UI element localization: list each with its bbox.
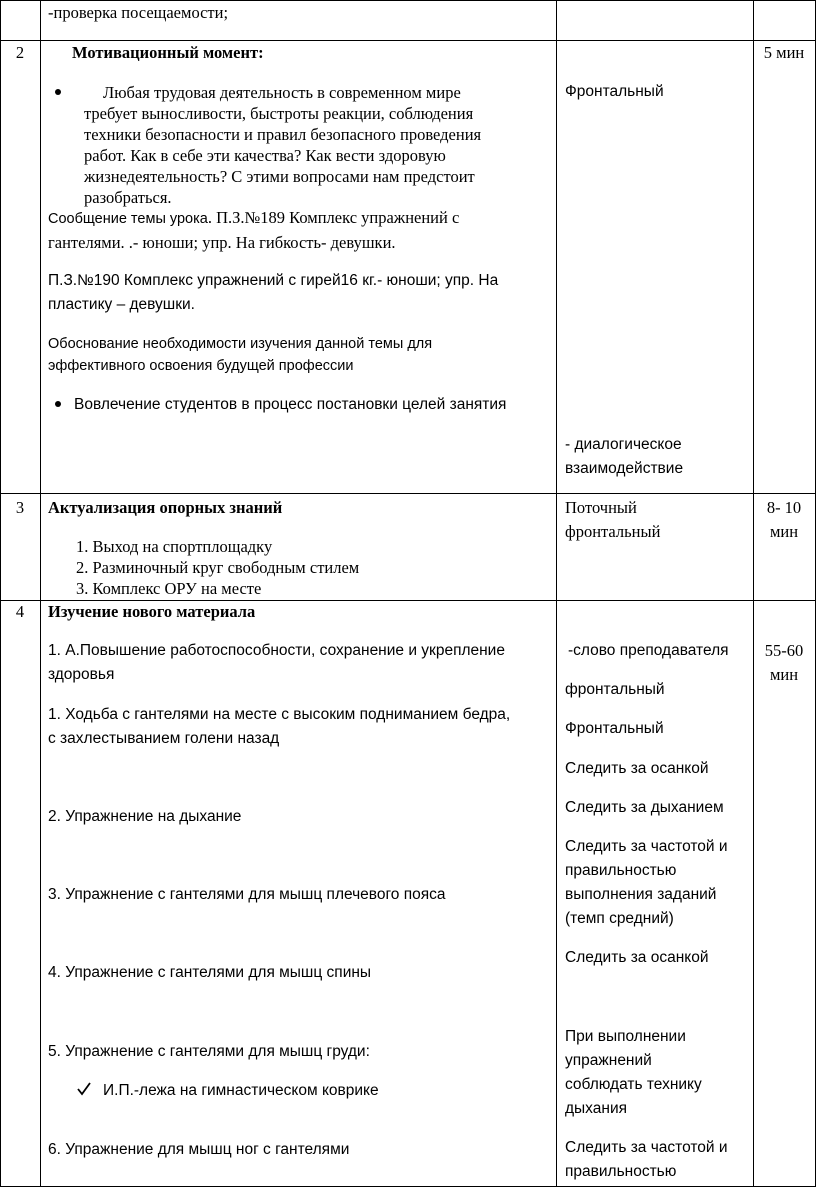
pz190-line-2: пластику – девушки. — [48, 296, 195, 313]
time-min: мин — [769, 522, 799, 541]
note-technique-line: При выполнении — [565, 1028, 686, 1045]
motivation-text-line: работ. Как в себе эти качества? Как вести здоровую — [84, 146, 446, 165]
motivation-text-line: жизнедеятельность? С этими вопросами нам предстоит — [84, 167, 475, 186]
actualization-item: 1. Выход на спортплощадку — [76, 537, 273, 556]
student-involvement-text: Вовлечение студентов в процесс постановки целей занятия — [74, 396, 507, 413]
note-breathing: Следить за дыханием — [565, 799, 724, 816]
time-8-10: 8- 10 — [766, 498, 802, 517]
exercise-1-line-2: с захлестыванием голени назад — [48, 730, 280, 747]
lesson-theme-line — [48, 208, 459, 229]
form-frontal: Фронтальный — [565, 83, 664, 100]
form-stream-line-2: фронтальный — [565, 522, 661, 541]
row-number-4: 4 — [15, 602, 25, 621]
note-frequency-line: выполнения заданий — [565, 886, 717, 903]
note-frontal: фронтальный — [565, 681, 665, 698]
exercise-5-sub: И.П.-лежа на гимнастическом коврике — [103, 1082, 379, 1099]
note-frequency-2-line: Следить за частотой и — [565, 1139, 728, 1156]
bullet-dot-icon — [55, 401, 61, 407]
bullet-dot-icon — [55, 89, 61, 95]
motivation-text-line: разобраться. — [84, 188, 172, 207]
note-technique-line: дыхания — [565, 1100, 627, 1117]
motivation-text-line: требует выносливости, быстроты реакции, соблюдения — [84, 104, 474, 123]
form-stream: Поточный — [565, 498, 637, 517]
section-a-line: 1. А.Повышение работоспособности, сохранение и укрепление — [48, 642, 505, 659]
form-dialog-line-2: взаимодействие — [565, 460, 684, 477]
motivation-text-line: Любая трудовая деятельность в современном мире — [103, 83, 461, 102]
time-min-2: мин — [769, 665, 799, 684]
note-teacher-word: -слово преподавателя — [568, 642, 729, 659]
lesson-theme-text: . П.З.№189 Комплекс упражнений с — [207, 208, 460, 227]
note-frequency-line: Следить за частотой и — [565, 838, 728, 855]
note-frequency-line: (темп средний) — [565, 910, 674, 927]
actualization-item: 2. Разминочный круг свободным стилем — [76, 558, 360, 577]
justification-line: Обоснование необходимости изучения данной темы для — [48, 336, 433, 352]
row-number-3: 3 — [15, 498, 25, 517]
actualization-title: Актуализация опорных знаний — [48, 498, 283, 517]
justification-line-2: эффективного освоения будущей профессии — [48, 358, 354, 374]
exercise-3: 3. Упражнение с гантелями для мышц плечевого пояса — [48, 886, 446, 903]
exercise-1-line: 1. Ходьба с гантелями на месте с высоким подниманием бедра, — [48, 706, 511, 723]
note-frequency-line: правильностью — [565, 862, 677, 879]
note-frontal-2: Фронтальный — [565, 720, 664, 737]
checkmark-icon — [76, 1081, 92, 1097]
exercise-6: 6. Упражнение для мышц ног с гантелями — [48, 1141, 350, 1158]
attendance-check-text: -проверка посещаемости; — [48, 3, 229, 22]
row-number-2: 2 — [15, 43, 25, 62]
motivation-title: Мотивационный момент: — [72, 43, 264, 62]
new-material-title: Изучение нового материала — [48, 602, 256, 621]
note-technique-line: упражнений — [565, 1052, 652, 1069]
form-dialog-line: - диалогическое — [565, 436, 682, 453]
lesson-theme-line-2: гантелями. .- юноши; упр. На гибкость- девушки. — [48, 233, 396, 252]
note-frequency-2-line: правильностью — [565, 1163, 677, 1180]
note-posture: Следить за осанкой — [565, 760, 709, 777]
lesson-theme-label: Сообщение темы урока — [48, 211, 208, 227]
exercise-2: 2. Упражнение на дыхание — [48, 808, 242, 825]
time-55-60: 55-60 — [764, 641, 804, 660]
section-a-line-2: здоровья — [48, 666, 115, 683]
pz190-line: П.З.№190 Комплекс упражнений с гирей16 кг.- юноши; упр. На — [48, 272, 499, 289]
note-posture-2: Следить за осанкой — [565, 949, 709, 966]
motivation-text-line: техники безопасности и правил безопасного проведения — [84, 125, 482, 144]
exercise-5: 5. Упражнение с гантелями для мышц груди: — [48, 1043, 370, 1060]
time-5-min: 5 мин — [763, 43, 805, 62]
note-technique-line: соблюдать технику — [565, 1076, 702, 1093]
actualization-item: 3. Комплекс ОРУ на месте — [76, 579, 262, 598]
exercise-4: 4. Упражнение с гантелями для мышц спины — [48, 964, 372, 981]
